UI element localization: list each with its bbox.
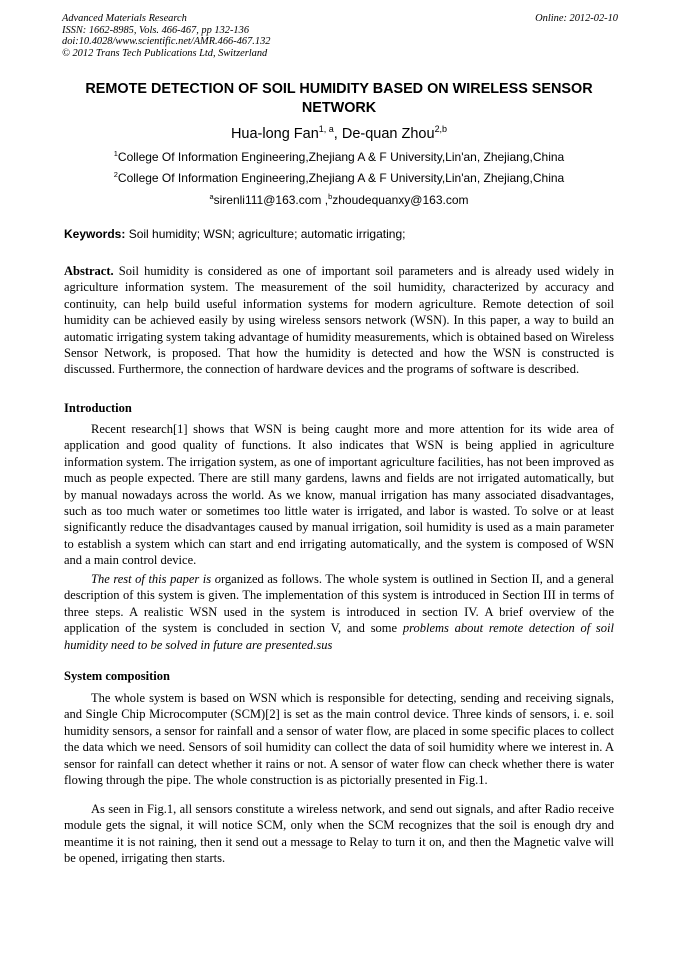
affiliation-2-marker: 2 bbox=[113, 170, 118, 179]
abstract-text: Soil humidity is considered as one of important soil parameters and is already used widely in agriculture information system. The measurement of the soil humidity, characterized by accuracy and continuity, can help build useful information systems for modern agriculture. Remote detection of soil humidity can be achieved easily by using wireless sensors network (WSN). In this paper, a way to build an automatic irrigating system taking advantage of humidity measurements, which is obtained based on Wireless Sensor Network, is proposed. That how the humidity is detected and how the WSN is constructed is discussed. Furthermore, the connection of hardware devices and the programs of software is described. bbox=[64, 264, 614, 377]
abstract bbox=[64, 263, 614, 378]
journal-header bbox=[62, 13, 618, 59]
journal-name: Advanced Materials Research bbox=[62, 13, 187, 24]
author-line bbox=[62, 124, 616, 144]
author-separator: , bbox=[333, 126, 342, 142]
affiliation-2 bbox=[62, 170, 616, 186]
author-1: Hua-long Fan bbox=[230, 126, 319, 142]
keywords-text: Soil humidity; WSN; agriculture; automatic irrigating; bbox=[125, 227, 406, 241]
email-a-marker: a bbox=[209, 192, 214, 201]
email-a[interactable]: sirenli111@163.com , bbox=[213, 193, 329, 207]
email-line bbox=[62, 192, 616, 208]
email-b[interactable]: zhoudequanxy@163.com bbox=[332, 193, 469, 207]
intro-p2-italic-start: The rest of this paper is o bbox=[91, 572, 221, 586]
keywords-label: Keywords: bbox=[64, 227, 126, 241]
introduction-paragraph-1: Recent research[1] shows that WSN is being caught more and more attention for its wide area of application and good quality of functions. It also indicates that WSN is being applied in agriculture information system. The irrigation system, as one of important agriculture facilities, has not been improved as much as people expected. There are still many gardens, lawns and fields are not irrigated automatically, but by manual nowadays across the world. As we know, manual irrigation has many associated disadvantages, such as too much water or sometimes too little water is irrigated, and labor is wasted. To solve or at least significantly reduce the disadvantages caused by manual irrigation, soil humidity is used as a main parameter to establish a system which can start and end irrigating automatically, and the system is composed of WSN and a main control device. bbox=[64, 422, 614, 568]
author-2: De-quan Zhou bbox=[341, 126, 435, 142]
system-paragraph-1: The whole system is based on WSN which is responsible for detecting, sending and receiving signals, and Single Chip Microcomputer (SCM)[2] is set as the main control device. Three kinds of sensors, i. e. soil humidity sensors, a sensor for rainfall and a sensor of water flow, are placed in some specific places to collect the data which we need. Sensors of soil humidity can collect the data of soil humidity where we interest in. A sensor for rainfall can detect whether it rains or not. A sensor of water flow can check whether there is water flowing through the pipe. The whole construction is as pictorially presented in Fig.1. bbox=[64, 691, 614, 788]
intro-p2-italic-end: problems about remote detection of soil humidity need to be solved in future are presented.sus bbox=[64, 621, 614, 652]
introduction-paragraph-2 bbox=[64, 571, 614, 653]
affiliation-2-text: College Of Information Engineering,Zhejiang A & F University,Lin'an, Zhejiang,China bbox=[117, 171, 565, 185]
introduction-heading: Introduction bbox=[64, 401, 132, 415]
affiliation-1-text: College Of Information Engineering,Zhejiang A & F University,Lin'an, Zhejiang,China bbox=[117, 150, 565, 164]
copyright-line: © 2012 Trans Tech Publications Ltd, Switzerland bbox=[62, 47, 268, 59]
email-b-marker: b bbox=[328, 192, 333, 201]
doi-line: doi:10.4028/www.scientific.net/AMR.466-467.132 bbox=[62, 36, 271, 48]
system-composition-heading: System composition bbox=[64, 669, 170, 683]
online-date: Online: 2012-02-10 bbox=[535, 13, 618, 24]
abstract-label: Abstract. bbox=[64, 264, 114, 278]
paper-title: REMOTE DETECTION OF SOIL HUMIDITY BASED ON WIRELESS SENSOR NETWORK bbox=[85, 81, 593, 116]
intro-p2-main: rganized as follows. The whole system is outlined in Section II, and a general description of this system is given. The implementation of this system is introduced in Section III in terms of three steps. A realistic WSN used in the system is introduced in section IV. A brief overview of the application of the system is concluded in section V, and some bbox=[64, 572, 614, 636]
keywords bbox=[64, 226, 618, 242]
issn-line: ISSN: 1662-8985, Vols. 466-467, pp 132-136 bbox=[62, 24, 250, 36]
affiliation-1 bbox=[62, 149, 616, 165]
author-1-marker: 1, a bbox=[318, 124, 334, 135]
system-paragraph-2: As seen in Fig.1, all sensors constitute a wireless network, and send out signals, and after Radio receive module gets the signal, it will notice SCM, only when the SCM recognizes that the soil is enough dry and meantime it is not raining, then it send out a message to Relay to turn it on, and then the Magnetic valve will be opened, irrigating then starts. bbox=[64, 802, 614, 866]
author-2-marker: 2,b bbox=[434, 124, 448, 135]
affiliation-1-marker: 1 bbox=[113, 149, 118, 158]
